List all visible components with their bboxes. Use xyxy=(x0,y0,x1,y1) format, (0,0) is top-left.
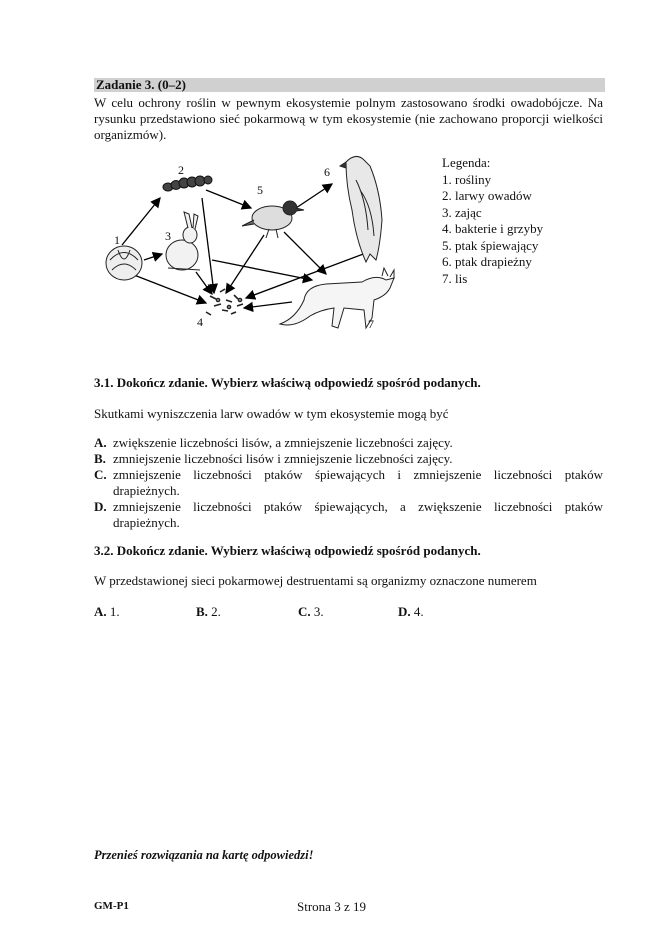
option-d[interactable] xyxy=(94,499,603,531)
page-number: Strona 3 z 19 xyxy=(297,899,366,914)
option-letter: C. xyxy=(94,467,107,482)
question-3-2-title: 3.2. Dokończ zdanie. Wybierz właściwą odpowiedź spośród podanych. xyxy=(94,543,481,558)
bird-of-prey-icon xyxy=(340,156,382,262)
answer-letter: D. xyxy=(398,604,411,619)
arrow-2-4 xyxy=(202,198,214,293)
option-b[interactable] xyxy=(94,451,603,467)
answer-value: 1. xyxy=(109,604,120,619)
option-letter: B. xyxy=(94,451,106,466)
node-label-7: 7 xyxy=(368,317,374,331)
hare-icon xyxy=(166,212,200,270)
task-intro: W celu ochrony roślin w pewnym ekosystemie polnym zastosowano środki owadobójcze. Na rysunku przedstawiono sieć pokarmową w tym ekosystemie (nie zachowano proporcji wielkości organizmów). xyxy=(94,95,603,142)
option-text: zmniejszenie liczebności lisów i zmniejszenie liczebności zajęcy. xyxy=(113,451,453,466)
question-3-2-answers xyxy=(94,604,494,620)
option-letter: A. xyxy=(94,435,107,450)
question-3-1-options xyxy=(94,435,603,531)
answer-value: 3. xyxy=(313,604,324,619)
arrow-2-5 xyxy=(206,190,251,208)
food-web-diagram xyxy=(94,150,434,345)
legend xyxy=(442,155,543,287)
node-label-5: 5 xyxy=(257,183,263,197)
answer-c[interactable] xyxy=(298,604,324,620)
option-letter: D. xyxy=(94,499,107,514)
arrow-5-7 xyxy=(284,232,326,274)
answer-letter: A. xyxy=(94,604,107,619)
legend-title: Legenda: xyxy=(442,155,491,170)
task-header: Zadanie 3. (0–2) xyxy=(94,78,605,92)
footer-note: Przenieś rozwiązania na kartę odpowiedzi! xyxy=(94,848,314,862)
arrow-1-3 xyxy=(144,254,162,260)
question-3-2-stem: W przedstawionej sieci pokarmowej destruentami są organizmy oznaczone numerem xyxy=(94,573,537,588)
question-3-1-title: 3.1. Dokończ zdanie. Wybierz właściwą odpowiedź spośród podanych. xyxy=(94,375,481,390)
exam-code: GM-P1 xyxy=(94,900,129,912)
answer-value: 2. xyxy=(211,604,221,619)
legend-item: 4. bakterie i grzyby xyxy=(442,221,544,236)
answer-value: 4. xyxy=(413,604,424,619)
node-label-6: 6 xyxy=(324,165,330,179)
arrow-7-4 xyxy=(244,302,292,308)
arrow-1-2 xyxy=(122,198,160,245)
cabbage-icon xyxy=(106,246,142,280)
legend-item: 2. larwy owadów xyxy=(442,188,532,203)
legend-item: 7. lis xyxy=(442,270,468,286)
legend-item: 5. ptak śpiewający xyxy=(442,237,539,253)
answer-letter: B. xyxy=(196,604,208,619)
legend-item: 3. zając xyxy=(442,204,482,220)
arrow-1-4 xyxy=(134,275,206,303)
node-label-1: 1 xyxy=(114,233,120,247)
arrow-5-6 xyxy=(296,184,332,208)
arrow-3-4 xyxy=(196,272,212,294)
option-text: zmniejszenie liczebności ptaków śpiewających, a zwiększenie liczebności ptaków drapieżnych. xyxy=(113,499,603,530)
caterpillar-icon xyxy=(163,176,212,191)
answer-d[interactable] xyxy=(398,604,424,620)
legend-item: 6. ptak drapieżny xyxy=(442,254,532,269)
option-c[interactable] xyxy=(94,467,603,499)
answer-b[interactable] xyxy=(196,604,221,620)
question-3-1-stem: Skutkami wyniszczenia larw owadów w tym ekosystemie mogą być xyxy=(94,406,449,421)
songbird-icon xyxy=(242,201,304,238)
node-label-3: 3 xyxy=(165,229,171,243)
node-label-4: 4 xyxy=(197,315,203,329)
answer-letter: C. xyxy=(298,604,311,619)
answer-a[interactable] xyxy=(94,604,120,620)
node-label-2: 2 xyxy=(178,163,184,177)
option-a[interactable] xyxy=(94,435,603,451)
legend-item: 1. rośliny xyxy=(442,171,492,187)
arrow-3-7 xyxy=(212,260,312,280)
option-text: zmniejszenie liczebności ptaków śpiewających i zmniejszenie liczebności ptaków drapieżnych. xyxy=(113,467,603,498)
option-text: zwiększenie liczebności lisów, a zmniejszenie liczebności zajęcy. xyxy=(113,435,453,450)
